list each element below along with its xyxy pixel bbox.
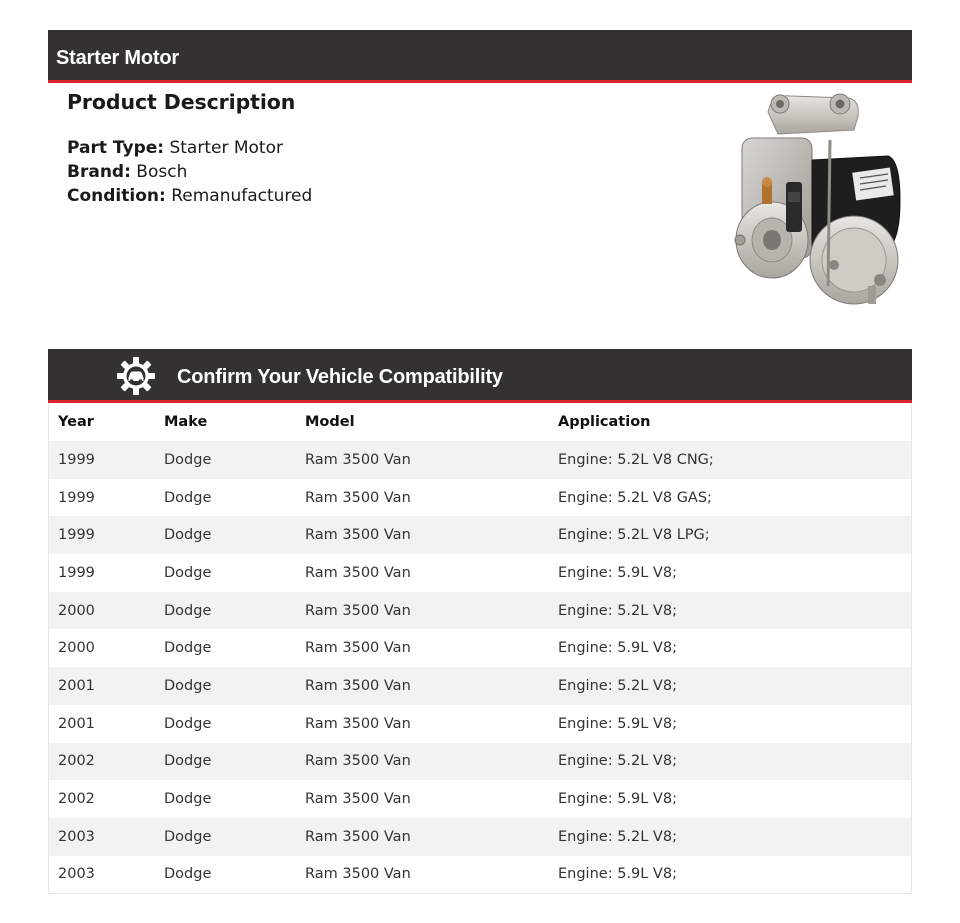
cell-model: Ram 3500 Van [305,489,411,506]
cell-model: Ram 3500 Van [305,640,411,657]
cell-year: 2000 [58,602,95,619]
cell-make: Dodge [164,451,212,468]
cell-year: 2002 [58,791,95,808]
spec-value: Bosch [136,162,188,182]
cell-application: Engine: 5.2L V8; [558,753,677,770]
cell-year: 2003 [58,828,95,845]
cell-model: Ram 3500 Van [305,828,411,845]
spec-value: Starter Motor [169,138,283,158]
cell-make: Dodge [164,828,212,845]
cell-make: Dodge [164,527,212,544]
cell-make: Dodge [164,564,212,581]
cell-model: Ram 3500 Van [305,527,411,544]
table-row [49,780,911,818]
cell-model: Ram 3500 Van [305,753,411,770]
cell-model: Ram 3500 Van [305,451,411,468]
section-title: Starter Motor [56,47,179,69]
compatibility-title: Confirm Your Vehicle Compatibility [177,366,503,388]
cell-application: Engine: 5.2L V8 LPG; [558,527,710,544]
table-row [49,516,911,554]
product-description-heading: Product Description [67,90,296,114]
cell-model: Ram 3500 Van [305,715,411,732]
cell-application: Engine: 5.9L V8; [558,866,677,883]
cell-year: 2000 [58,640,95,657]
cell-make: Dodge [164,677,212,694]
cell-application: Engine: 5.9L V8; [558,564,677,581]
cell-year: 1999 [58,451,95,468]
cell-make: Dodge [164,866,212,883]
spec-label: Part Type: [67,138,165,158]
table-row [49,705,911,743]
cell-model: Ram 3500 Van [305,866,411,883]
section-header-compatibility [48,349,912,403]
spec-part-type [67,136,312,160]
table-row [49,479,911,517]
cell-make: Dodge [164,715,212,732]
cell-application: Engine: 5.2L V8; [558,602,677,619]
cell-year: 2003 [58,866,95,883]
cell-make: Dodge [164,602,212,619]
table-header-row [49,403,911,441]
cell-application: Engine: 5.2L V8; [558,828,677,845]
column-header-model: Model [305,414,355,430]
cell-model: Ram 3500 Van [305,791,411,808]
cell-year: 1999 [58,564,95,581]
gear-car-icon [116,356,156,396]
spec-value: Remanufactured [171,186,313,206]
cell-application: Engine: 5.2L V8; [558,677,677,694]
cell-application: Engine: 5.2L V8 CNG; [558,451,714,468]
cell-year: 2002 [58,753,95,770]
column-header-make: Make [164,414,208,430]
cell-year: 2001 [58,715,95,732]
table-row [49,441,911,479]
cell-application: Engine: 5.9L V8; [558,715,677,732]
table-row [49,554,911,592]
table-row [49,818,911,856]
table-row [49,629,911,667]
cell-year: 1999 [58,489,95,506]
section-header-starter-motor [48,30,912,83]
column-header-year: Year [58,414,94,430]
table-row [49,743,911,781]
cell-year: 2001 [58,677,95,694]
spec-condition [67,184,312,208]
spec-label: Brand: [67,162,131,182]
table-row [49,856,911,894]
spec-label: Condition: [67,186,166,206]
cell-make: Dodge [164,489,212,506]
cell-model: Ram 3500 Van [305,602,411,619]
cell-application: Engine: 5.9L V8; [558,640,677,657]
starter-motor-image [728,90,906,312]
cell-make: Dodge [164,640,212,657]
compatibility-table [48,403,912,894]
cell-application: Engine: 5.2L V8 GAS; [558,489,712,506]
table-row [49,667,911,705]
cell-make: Dodge [164,753,212,770]
spec-brand [67,160,312,184]
column-header-application: Application [558,414,651,430]
cell-model: Ram 3500 Van [305,564,411,581]
cell-application: Engine: 5.9L V8; [558,791,677,808]
table-row [49,592,911,630]
cell-make: Dodge [164,791,212,808]
cell-model: Ram 3500 Van [305,677,411,694]
product-description [67,90,312,208]
cell-year: 1999 [58,527,95,544]
